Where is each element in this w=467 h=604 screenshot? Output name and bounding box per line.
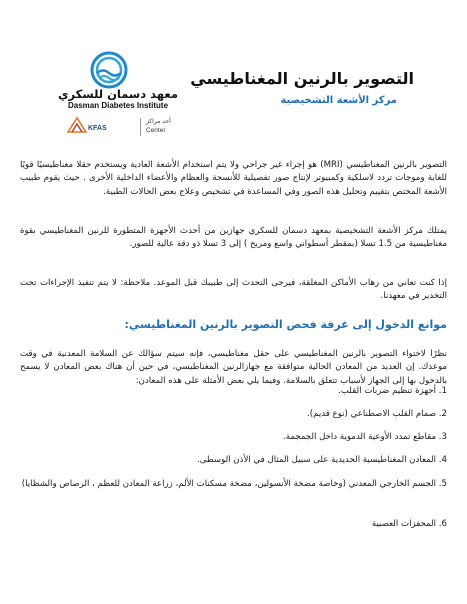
list-number: 2. xyxy=(438,409,447,419)
page-title: التصوير بالرنين المغناطيسي xyxy=(190,69,414,88)
kfas-center-en: Center xyxy=(146,127,166,134)
list-item xyxy=(20,478,447,491)
claustrophobia-paragraph: إذا كنت تعاني من رهاب الأماكن المغلقة، فيرجى التحدث إلى طبيبك قبل الموعد. ملاحظة: لا يتم تنفيذ الإجراءات تحت التخدير في معهدنا. xyxy=(20,277,447,302)
list-text: المحفزات العصبية xyxy=(371,519,437,529)
metal-safety-paragraph: نظرًا لاحتواء التصوير بالرنين المغناطيسي على حقل مغناطيسي، فإنه سيتم سؤالك عن السلامة المعدنية في وقت موعدك. إن العديد من المعادن الحالية متوافقة مع جهازالرنين المغناطيسي، في حين أن هناك بعض المعادن لا يسمح بالدخول بها إلى الجهاز لأسباب تتعلق بالسلامة. وفيما يلي بعض الأمثلة على هذه المعادن: xyxy=(20,348,447,386)
list-text: صمام القلب الاصطناعي (نوع قديم). xyxy=(307,409,437,419)
list-item xyxy=(20,408,447,421)
dasman-logo xyxy=(18,51,188,141)
intro-paragraph: التصوير بالرنين المغناطيسي (MRI) هو إجراء غير جراحي ولا يتم استخدام الأشعة العادية ويستخدم حقلا مغناطيسيًا قويًا للغاية وموجات تردد لاسلكية وكمبيوتر لإنتاج صور تفصيلية للأنسجة والعظام والأعضاء الداخلية الأخرى . حيث يقوم طبيب الأشعة المختص بتقييم وتحليل هذه الصور وفي المساعدة في تشخيص وعلاج بعض الحالات الطبية. xyxy=(20,159,447,197)
list-text: أجهزة تنظيم ضربات القلب. xyxy=(338,386,437,396)
list-text: مقاطع تمدد الأوعية الدموية داخل الجمجمة. xyxy=(282,432,437,442)
kfas-logo xyxy=(66,116,186,138)
list-item xyxy=(20,454,447,467)
list-item xyxy=(20,431,447,444)
kfas-label: KFAS xyxy=(88,125,107,132)
list-item xyxy=(20,385,447,398)
list-number: 4. xyxy=(438,455,447,465)
logo-name-en: Dasman Diabetes Institute xyxy=(67,101,169,110)
kfas-icon xyxy=(66,116,88,134)
list-number: 3. xyxy=(438,432,447,442)
list-text: الجسم الخارجي المعدني (وخاصة مضخة الأنسولين، مضخة مسكنات الألم، زراعة المعادن للعظم ، الرصاص والشظايا) xyxy=(21,479,437,489)
kfas-divider xyxy=(140,118,141,136)
equipment-paragraph: يمتلك مركز الأشعة التشخيصية بمعهد دسمان للسكري جهازين من أحدث الأجهزة المتطورة للرنين المغناطيسي بقوة مغناطيسية من 1.5 تسلا (بمقطر أسطواني واسع ومريح ) إلى 3 تسلا ذو دقة عالية للصور. xyxy=(20,225,447,250)
list-number: 1. xyxy=(438,386,447,396)
list-number: 5. xyxy=(438,479,447,489)
logo-name-ar: معهد دسمان للسكري xyxy=(57,87,178,101)
list-text: المعادن المغناطيسية الحديدية على سبيل المثال في الأذن الوسطى. xyxy=(196,455,437,465)
list-item xyxy=(20,518,447,531)
kfas-center-ar: أحد مراكز xyxy=(146,118,171,125)
page-subtitle: مركز الأشعة التشخيصية xyxy=(280,95,397,106)
document-header xyxy=(0,45,467,140)
dasman-logo-icon xyxy=(90,51,128,89)
list-number: 6. xyxy=(438,519,447,529)
contraindications-heading: موانع الدخول إلى غرفة فحص التصوير بالرنين المغناطيسي: xyxy=(124,318,447,331)
